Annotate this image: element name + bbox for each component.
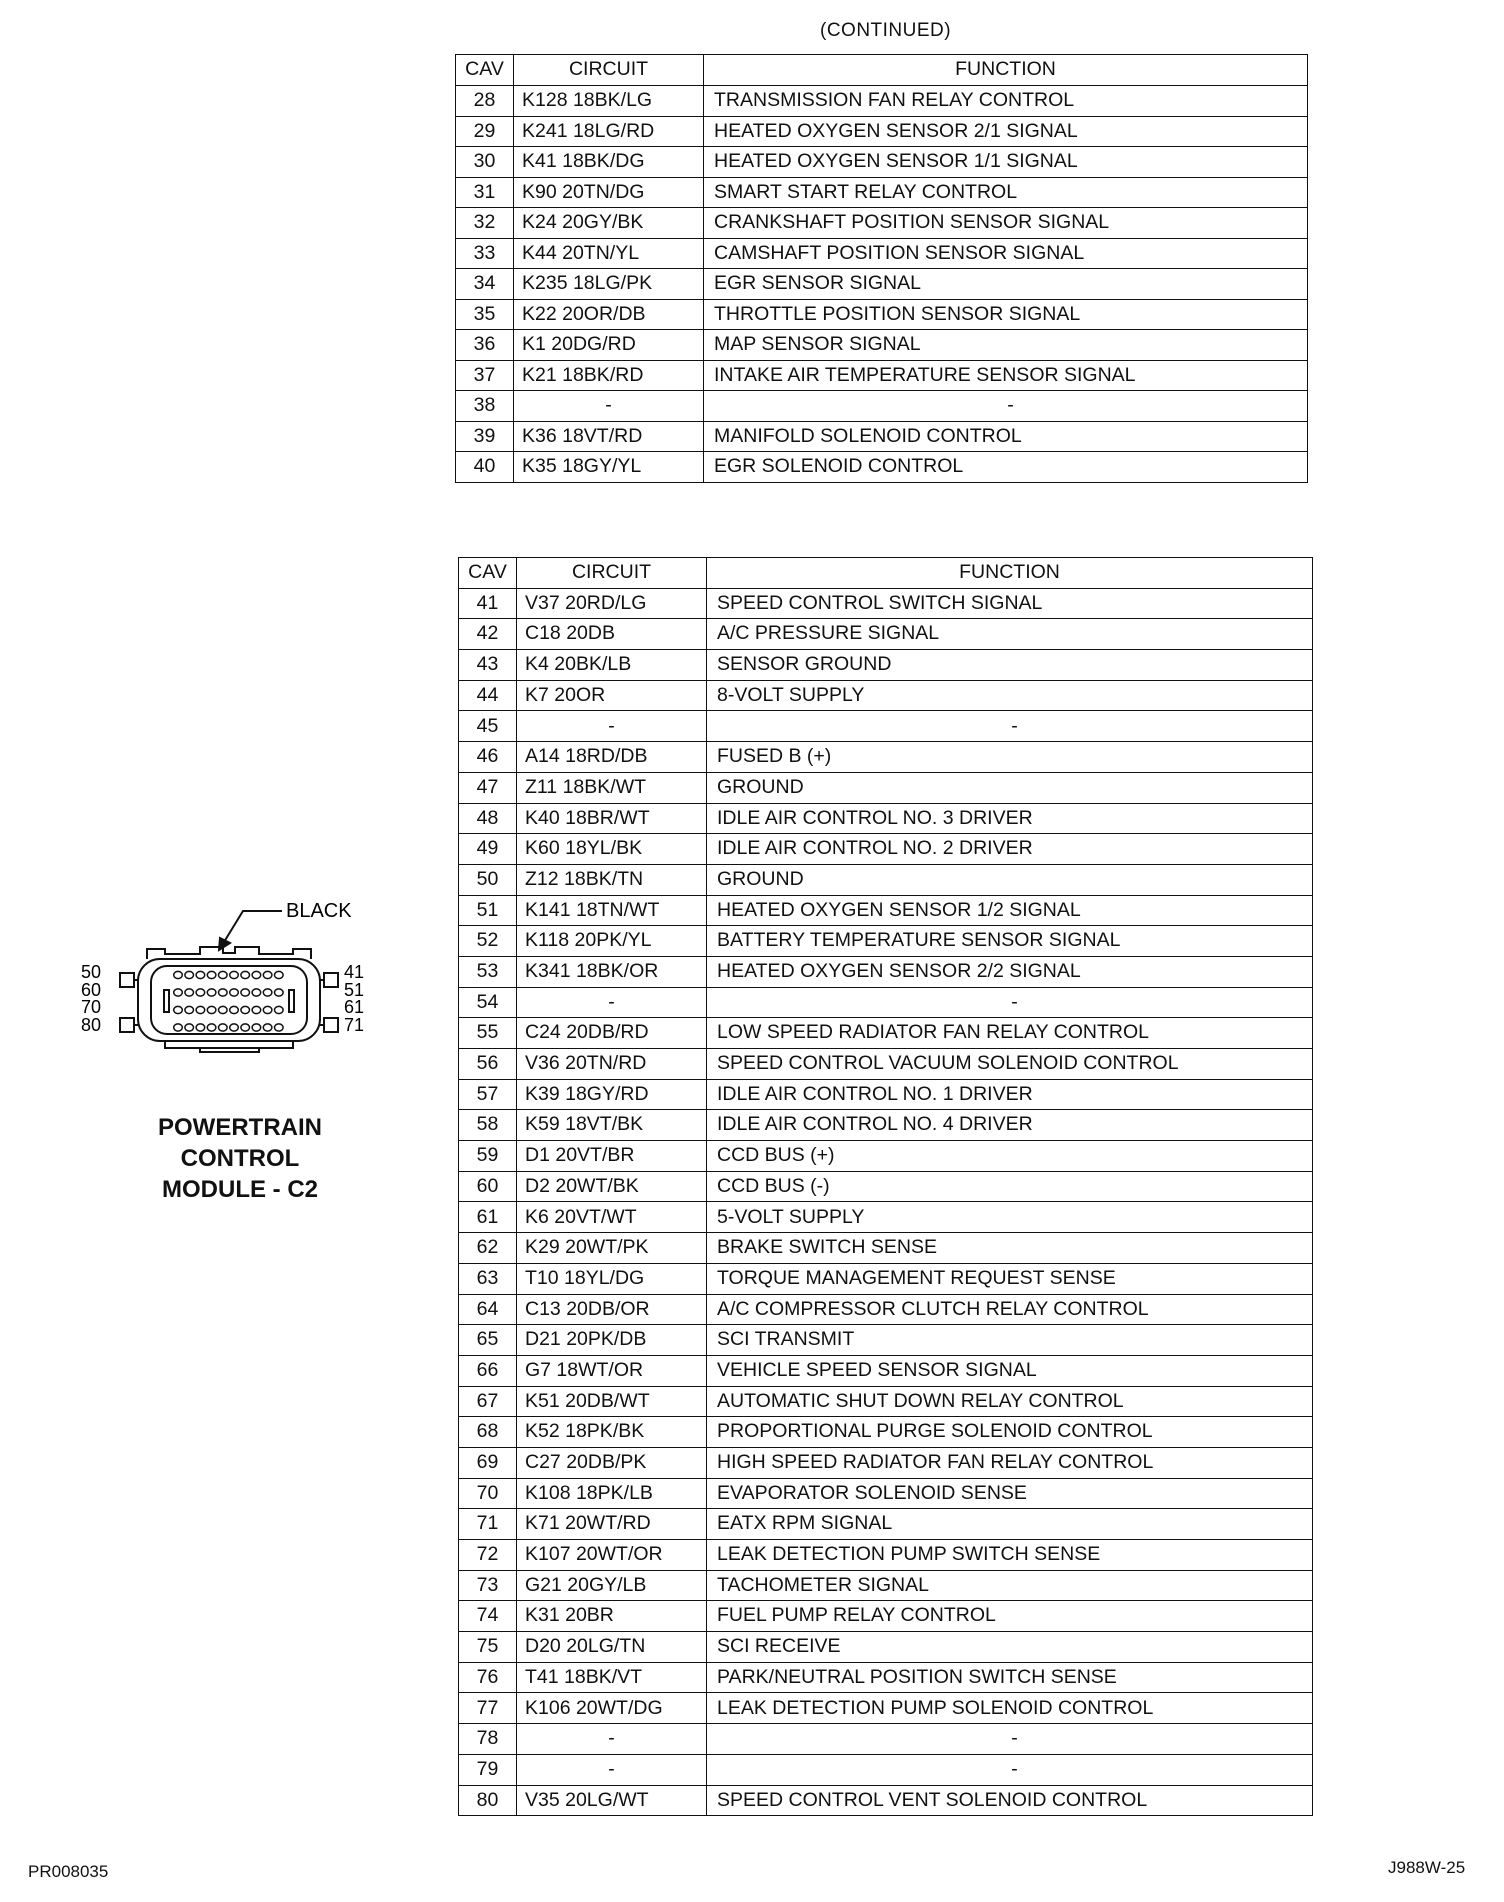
cav-cell: 39	[456, 421, 514, 452]
table-row	[459, 1110, 1313, 1141]
connector-pin	[230, 989, 239, 996]
function-cell: SPEED CONTROL VACUUM SOLENOID CONTROL	[707, 1049, 1313, 1080]
function-cell: -	[707, 1724, 1313, 1755]
pin-table-cav-28-40	[455, 54, 1308, 483]
cav-cell: 56	[459, 1049, 517, 1080]
cav-cell: 72	[459, 1540, 517, 1571]
table-row	[459, 1171, 1313, 1202]
connector-pin	[263, 1024, 272, 1031]
connector-pin	[219, 989, 228, 996]
circuit-cell: K90 20TN/DG	[514, 177, 704, 208]
connector-body	[120, 947, 338, 1052]
circuit-cell: C24 20DB/RD	[517, 1018, 707, 1049]
circuit-cell: T10 18YL/DG	[517, 1263, 707, 1294]
function-cell: LEAK DETECTION PUMP SOLENOID CONTROL	[707, 1693, 1313, 1724]
connector-pin	[252, 1006, 261, 1013]
pin-table-cav-41-80	[458, 557, 1313, 1816]
cav-cell: 33	[456, 238, 514, 269]
cav-cell: 53	[459, 956, 517, 987]
circuit-cell: K141 18TN/WT	[517, 895, 707, 926]
connector-pin	[252, 1024, 261, 1031]
table-row	[456, 360, 1308, 391]
connector-pin	[275, 1006, 284, 1013]
module-title-line: MODULE - C2	[162, 1176, 318, 1203]
circuit-cell: D21 20PK/DB	[517, 1325, 707, 1356]
table-row	[459, 1601, 1313, 1632]
cav-cell: 75	[459, 1632, 517, 1663]
function-cell: TRANSMISSION FAN RELAY CONTROL	[704, 86, 1308, 117]
table-row	[459, 1509, 1313, 1540]
cav-cell: 35	[456, 299, 514, 330]
function-cell: GROUND	[707, 864, 1313, 895]
function-cell: CRANKSHAFT POSITION SENSOR SIGNAL	[704, 208, 1308, 239]
cav-cell: 34	[456, 269, 514, 300]
circuit-cell: -	[517, 1724, 707, 1755]
circuit-cell: K235 18LG/PK	[514, 269, 704, 300]
table-row	[456, 86, 1308, 117]
table-row	[456, 330, 1308, 361]
circuit-cell: Z11 18BK/WT	[517, 772, 707, 803]
circuit-cell: C13 20DB/OR	[517, 1294, 707, 1325]
cav-cell: 76	[459, 1662, 517, 1693]
table-row	[459, 772, 1313, 803]
circuit-column-header: CIRCUIT	[514, 55, 704, 86]
cav-cell: 67	[459, 1386, 517, 1417]
table-row	[459, 1294, 1313, 1325]
circuit-cell: K241 18LG/RD	[514, 116, 704, 147]
function-cell: HIGH SPEED RADIATOR FAN RELAY CONTROL	[707, 1447, 1313, 1478]
table-row	[459, 711, 1313, 742]
connector-pin	[219, 1024, 228, 1031]
table-row	[459, 803, 1313, 834]
circuit-cell: K21 18BK/RD	[514, 360, 704, 391]
circuit-cell: K22 20OR/DB	[514, 299, 704, 330]
function-cell: EVAPORATOR SOLENOID SENSE	[707, 1478, 1313, 1509]
table-row	[459, 1724, 1313, 1755]
circuit-cell: K24 20GY/BK	[514, 208, 704, 239]
cav-cell: 57	[459, 1079, 517, 1110]
leader-arrow	[219, 911, 282, 950]
table-row	[456, 177, 1308, 208]
function-cell: LOW SPEED RADIATOR FAN RELAY CONTROL	[707, 1018, 1313, 1049]
cav-cell: 65	[459, 1325, 517, 1356]
connector-pin	[275, 989, 284, 996]
function-cell: FUSED B (+)	[707, 742, 1313, 773]
function-cell: BRAKE SWITCH SENSE	[707, 1233, 1313, 1264]
cav-cell: 73	[459, 1570, 517, 1601]
connector-pin	[275, 1024, 284, 1031]
function-cell: LEAK DETECTION PUMP SWITCH SENSE	[707, 1540, 1313, 1571]
cav-cell: 50	[459, 864, 517, 895]
table-row	[459, 1785, 1313, 1816]
function-cell: 5-VOLT SUPPLY	[707, 1202, 1313, 1233]
cav-column-header: CAV	[456, 55, 514, 86]
cav-cell: 62	[459, 1233, 517, 1264]
function-cell: SMART START RELAY CONTROL	[704, 177, 1308, 208]
cav-column-header: CAV	[459, 558, 517, 589]
circuit-cell: K107 20WT/OR	[517, 1540, 707, 1571]
function-cell: -	[704, 391, 1308, 422]
circuit-cell: T41 18BK/VT	[517, 1662, 707, 1693]
cav-cell: 40	[456, 452, 514, 483]
connector-pin	[185, 971, 194, 978]
cav-cell: 32	[456, 208, 514, 239]
connector-pin	[241, 971, 250, 978]
table-row	[459, 1325, 1313, 1356]
function-cell: A/C COMPRESSOR CLUTCH RELAY CONTROL	[707, 1294, 1313, 1325]
connector-pin	[219, 1006, 228, 1013]
table-row	[456, 269, 1308, 300]
function-cell: SPEED CONTROL VENT SOLENOID CONTROL	[707, 1785, 1313, 1816]
function-cell: HEATED OXYGEN SENSOR 1/1 SIGNAL	[704, 147, 1308, 178]
pin-label-left: 80	[81, 1015, 102, 1035]
circuit-cell: K118 20PK/YL	[517, 926, 707, 957]
circuit-cell: K4 20BK/LB	[517, 650, 707, 681]
figure-id-left: PR008035	[28, 1862, 109, 1881]
function-cell: IDLE AIR CONTROL NO. 3 DRIVER	[707, 803, 1313, 834]
function-cell: PARK/NEUTRAL POSITION SWITCH SENSE	[707, 1662, 1313, 1693]
connector-pin	[196, 1024, 205, 1031]
connector-pin	[185, 989, 194, 996]
connector-pin	[241, 1006, 250, 1013]
pin-label-left: 70	[81, 997, 102, 1017]
table-row	[459, 864, 1313, 895]
table-row	[456, 208, 1308, 239]
cav-cell: 30	[456, 147, 514, 178]
connector-pin	[196, 1006, 205, 1013]
function-cell: BATTERY TEMPERATURE SENSOR SIGNAL	[707, 926, 1313, 957]
circuit-column-header: CIRCUIT	[517, 558, 707, 589]
cav-cell: 31	[456, 177, 514, 208]
table-row	[459, 1632, 1313, 1663]
circuit-cell: -	[517, 711, 707, 742]
connector-pin	[252, 989, 261, 996]
circuit-cell: D20 20LG/TN	[517, 1632, 707, 1663]
table-row	[456, 391, 1308, 422]
function-column-header: FUNCTION	[707, 558, 1313, 589]
table-row	[459, 987, 1313, 1018]
function-cell: HEATED OXYGEN SENSOR 2/1 SIGNAL	[704, 116, 1308, 147]
circuit-cell: -	[514, 391, 704, 422]
pin-label-right: 41	[344, 962, 365, 982]
figure-id-right: J988W-25	[1388, 1858, 1466, 1877]
connector-color-label: BLACK	[286, 900, 352, 922]
circuit-cell: -	[517, 1754, 707, 1785]
function-cell: EGR SENSOR SIGNAL	[704, 269, 1308, 300]
table-row	[459, 1355, 1313, 1386]
function-cell: AUTOMATIC SHUT DOWN RELAY CONTROL	[707, 1386, 1313, 1417]
circuit-cell: G21 20GY/LB	[517, 1570, 707, 1601]
table-row	[459, 619, 1313, 650]
cav-cell: 69	[459, 1447, 517, 1478]
table-row	[459, 834, 1313, 865]
connector-pin	[241, 989, 250, 996]
function-cell: TACHOMETER SIGNAL	[707, 1570, 1313, 1601]
circuit-cell: K7 20OR	[517, 680, 707, 711]
connector-pin	[207, 1024, 216, 1031]
table-row	[459, 1018, 1313, 1049]
function-cell: TORQUE MANAGEMENT REQUEST SENSE	[707, 1263, 1313, 1294]
circuit-cell: C18 20DB	[517, 619, 707, 650]
function-cell: CCD BUS (+)	[707, 1141, 1313, 1172]
connector-pin	[196, 971, 205, 978]
function-cell: INTAKE AIR TEMPERATURE SENSOR SIGNAL	[704, 360, 1308, 391]
connector-pin	[207, 989, 216, 996]
cav-cell: 29	[456, 116, 514, 147]
function-cell: -	[707, 711, 1313, 742]
cav-cell: 68	[459, 1417, 517, 1448]
connector-pin	[241, 1024, 250, 1031]
function-cell: IDLE AIR CONTROL NO. 1 DRIVER	[707, 1079, 1313, 1110]
pin-label-left: 50	[81, 962, 102, 982]
connector-pin	[174, 989, 183, 996]
circuit-cell: Z12 18BK/TN	[517, 864, 707, 895]
cav-cell: 37	[456, 360, 514, 391]
table-row	[459, 1754, 1313, 1785]
table-row	[459, 1049, 1313, 1080]
cav-cell: 38	[456, 391, 514, 422]
circuit-cell: V35 20LG/WT	[517, 1785, 707, 1816]
cav-cell: 59	[459, 1141, 517, 1172]
connector-pin	[252, 971, 261, 978]
table-row	[456, 116, 1308, 147]
circuit-cell: K59 18VT/BK	[517, 1110, 707, 1141]
circuit-cell: K51 20DB/WT	[517, 1386, 707, 1417]
table-row	[459, 680, 1313, 711]
table-row	[459, 588, 1313, 619]
circuit-cell: K39 18GY/RD	[517, 1079, 707, 1110]
circuit-cell: K29 20WT/PK	[517, 1233, 707, 1264]
table-row	[456, 147, 1308, 178]
function-cell: MANIFOLD SOLENOID CONTROL	[704, 421, 1308, 452]
cav-cell: 44	[459, 680, 517, 711]
function-cell: CCD BUS (-)	[707, 1171, 1313, 1202]
cav-cell: 41	[459, 588, 517, 619]
function-cell: CAMSHAFT POSITION SENSOR SIGNAL	[704, 238, 1308, 269]
connector-pin	[207, 971, 216, 978]
circuit-cell: K128 18BK/LG	[514, 86, 704, 117]
cav-cell: 77	[459, 1693, 517, 1724]
table-row	[459, 926, 1313, 957]
cav-cell: 48	[459, 803, 517, 834]
cav-cell: 78	[459, 1724, 517, 1755]
cav-cell: 43	[459, 650, 517, 681]
circuit-cell: K40 18BR/WT	[517, 803, 707, 834]
table-row	[459, 1417, 1313, 1448]
circuit-cell: K108 18PK/LB	[517, 1478, 707, 1509]
cav-cell: 64	[459, 1294, 517, 1325]
connector-pin	[230, 971, 239, 978]
connector-pin	[185, 1024, 194, 1031]
function-cell: THROTTLE POSITION SENSOR SIGNAL	[704, 299, 1308, 330]
function-cell: HEATED OXYGEN SENSOR 2/2 SIGNAL	[707, 956, 1313, 987]
continued-label: (CONTINUED)	[820, 20, 952, 41]
function-cell: SCI RECEIVE	[707, 1632, 1313, 1663]
cav-cell: 49	[459, 834, 517, 865]
cav-cell: 28	[456, 86, 514, 117]
table-row	[459, 742, 1313, 773]
circuit-cell: V37 20RD/LG	[517, 588, 707, 619]
connector-pin	[230, 1006, 239, 1013]
connector-pin	[174, 1006, 183, 1013]
function-cell: VEHICLE SPEED SENSOR SIGNAL	[707, 1355, 1313, 1386]
connector-pin	[275, 971, 284, 978]
table-row	[456, 421, 1308, 452]
function-cell: HEATED OXYGEN SENSOR 1/2 SIGNAL	[707, 895, 1313, 926]
circuit-cell: D2 20WT/BK	[517, 1171, 707, 1202]
function-cell: EGR SOLENOID CONTROL	[704, 452, 1308, 483]
connector-pin	[230, 1024, 239, 1031]
cav-cell: 36	[456, 330, 514, 361]
function-cell: SPEED CONTROL SWITCH SIGNAL	[707, 588, 1313, 619]
table-row	[459, 895, 1313, 926]
connector-pin	[263, 971, 272, 978]
table-row	[456, 452, 1308, 483]
cav-cell: 47	[459, 772, 517, 803]
function-column-header: FUNCTION	[704, 55, 1308, 86]
circuit-cell: K35 18GY/YL	[514, 452, 704, 483]
circuit-cell: K41 18BK/DG	[514, 147, 704, 178]
connector-pin	[174, 1024, 183, 1031]
pin-label-right: 51	[344, 980, 365, 1000]
connector-pin	[196, 989, 205, 996]
circuit-cell: K6 20VT/WT	[517, 1202, 707, 1233]
function-cell: IDLE AIR CONTROL NO. 2 DRIVER	[707, 834, 1313, 865]
pin-label-left: 60	[81, 980, 102, 1000]
circuit-cell: K31 20BR	[517, 1601, 707, 1632]
function-cell: SCI TRANSMIT	[707, 1325, 1313, 1356]
function-cell: EATX RPM SIGNAL	[707, 1509, 1313, 1540]
pin-grid	[174, 971, 283, 1031]
function-cell: 8-VOLT SUPPLY	[707, 680, 1313, 711]
cav-cell: 42	[459, 619, 517, 650]
connector-pin	[185, 1006, 194, 1013]
cav-cell: 70	[459, 1478, 517, 1509]
circuit-cell: A14 18RD/DB	[517, 742, 707, 773]
table-row	[459, 1478, 1313, 1509]
cav-cell: 71	[459, 1509, 517, 1540]
cav-cell: 58	[459, 1110, 517, 1141]
module-title-line: POWERTRAIN	[158, 1114, 322, 1141]
table-row	[459, 1233, 1313, 1264]
table-row	[456, 299, 1308, 330]
function-cell: SENSOR GROUND	[707, 650, 1313, 681]
circuit-cell: D1 20VT/BR	[517, 1141, 707, 1172]
cav-cell: 74	[459, 1601, 517, 1632]
table-header-row	[456, 55, 1308, 86]
function-cell: IDLE AIR CONTROL NO. 4 DRIVER	[707, 1110, 1313, 1141]
connector-pin	[219, 971, 228, 978]
table-row	[459, 1540, 1313, 1571]
function-cell: -	[707, 987, 1313, 1018]
module-title-line: CONTROL	[180, 1145, 300, 1172]
circuit-cell: V36 20TN/RD	[517, 1049, 707, 1080]
circuit-cell: K60 18YL/BK	[517, 834, 707, 865]
table-row	[459, 1693, 1313, 1724]
cav-cell: 66	[459, 1355, 517, 1386]
circuit-cell: K1 20DG/RD	[514, 330, 704, 361]
cav-cell: 63	[459, 1263, 517, 1294]
circuit-cell: K44 20TN/YL	[514, 238, 704, 269]
circuit-cell: K71 20WT/RD	[517, 1509, 707, 1540]
cav-cell: 79	[459, 1754, 517, 1785]
function-cell: -	[707, 1754, 1313, 1785]
circuit-cell: K36 18VT/RD	[514, 421, 704, 452]
table-row	[459, 956, 1313, 987]
cav-cell: 61	[459, 1202, 517, 1233]
table-row	[459, 1079, 1313, 1110]
cav-cell: 55	[459, 1018, 517, 1049]
connector-pin	[263, 1006, 272, 1013]
table-row	[459, 650, 1313, 681]
circuit-cell: K52 18PK/BK	[517, 1417, 707, 1448]
circuit-cell: -	[517, 987, 707, 1018]
cav-cell: 46	[459, 742, 517, 773]
module-title	[140, 1112, 340, 1205]
table-row	[459, 1141, 1313, 1172]
connector-pin	[174, 971, 183, 978]
function-cell: A/C PRESSURE SIGNAL	[707, 619, 1313, 650]
table-row	[459, 1447, 1313, 1478]
table-row	[459, 1202, 1313, 1233]
table-header-row	[459, 558, 1313, 589]
pin-label-right: 61	[344, 997, 365, 1017]
function-cell: GROUND	[707, 772, 1313, 803]
cav-cell: 51	[459, 895, 517, 926]
pin-label-right: 71	[344, 1015, 365, 1035]
connector-pin	[207, 1006, 216, 1013]
function-cell: PROPORTIONAL PURGE SOLENOID CONTROL	[707, 1417, 1313, 1448]
table-row	[459, 1662, 1313, 1693]
connector-pin	[263, 989, 272, 996]
cav-cell: 45	[459, 711, 517, 742]
cav-cell: 60	[459, 1171, 517, 1202]
table-row	[459, 1570, 1313, 1601]
cav-cell: 52	[459, 926, 517, 957]
table-row	[459, 1263, 1313, 1294]
function-cell: FUEL PUMP RELAY CONTROL	[707, 1601, 1313, 1632]
circuit-cell: C27 20DB/PK	[517, 1447, 707, 1478]
circuit-cell: K341 18BK/OR	[517, 956, 707, 987]
function-cell: MAP SENSOR SIGNAL	[704, 330, 1308, 361]
circuit-cell: K106 20WT/DG	[517, 1693, 707, 1724]
table-row	[456, 238, 1308, 269]
cav-cell: 80	[459, 1785, 517, 1816]
circuit-cell: G7 18WT/OR	[517, 1355, 707, 1386]
table-row	[459, 1386, 1313, 1417]
cav-cell: 54	[459, 987, 517, 1018]
connector-diagram	[75, 890, 395, 1070]
